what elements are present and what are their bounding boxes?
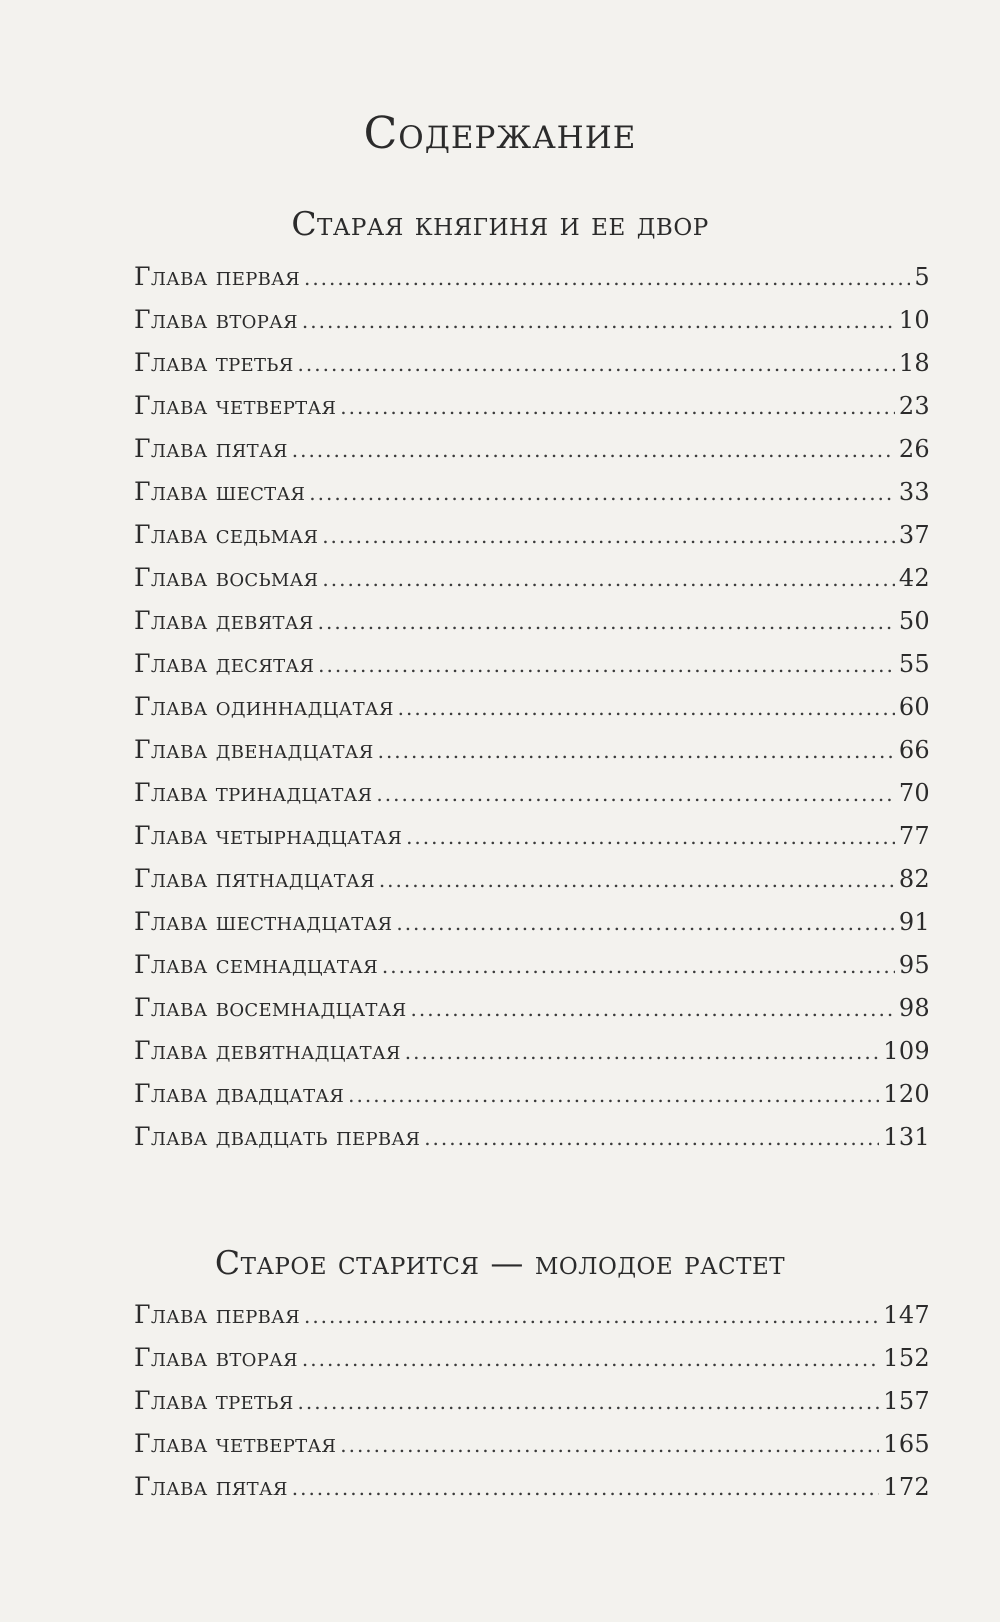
toc-entry — [134, 950, 930, 993]
page-number: 5 — [914, 263, 930, 291]
page-number: 37 — [898, 521, 930, 549]
dot-leader — [424, 1126, 879, 1150]
chapter-title: Глава четвертая — [134, 1429, 337, 1458]
dot-leader — [379, 868, 895, 892]
page-number: 60 — [898, 693, 930, 721]
chapter-title: Глава третья — [134, 348, 294, 377]
chapter-title: Глава четырнадцатая — [134, 821, 403, 850]
chapter-title: Глава пятая — [134, 1472, 288, 1501]
toc-entry — [134, 1343, 930, 1386]
toc-entry — [134, 477, 930, 520]
chapter-title: Глава вторая — [134, 1343, 298, 1372]
page-number: 95 — [898, 951, 930, 979]
toc-entry — [134, 348, 930, 391]
page-number: 23 — [898, 392, 930, 420]
toc-entry — [134, 1386, 930, 1429]
dot-leader — [304, 1304, 879, 1328]
dot-leader — [405, 1040, 880, 1064]
dot-leader — [309, 481, 895, 505]
dot-leader — [304, 266, 910, 290]
page-number: 172 — [883, 1473, 930, 1501]
dot-leader — [340, 1433, 879, 1457]
chapter-title: Глава третья — [134, 1386, 294, 1415]
chapter-title: Глава шестая — [134, 477, 306, 506]
toc-entry — [134, 993, 930, 1036]
toc-entry — [134, 649, 930, 692]
dot-leader — [376, 782, 894, 806]
chapter-title: Глава девятая — [134, 606, 314, 635]
chapter-title: Глава девятнадцатая — [134, 1036, 401, 1065]
dot-leader — [292, 438, 895, 462]
toc-entry — [134, 391, 930, 434]
dot-leader — [298, 1390, 880, 1414]
page-number: 109 — [883, 1037, 930, 1065]
toc-entry — [134, 563, 930, 606]
toc-entry — [134, 1472, 930, 1515]
toc-entry — [134, 778, 930, 821]
chapter-title: Глава семнадцатая — [134, 950, 378, 979]
dot-leader — [302, 1347, 879, 1371]
page-number: 98 — [898, 994, 930, 1022]
page-number: 26 — [898, 435, 930, 463]
chapter-title: Глава двенадцатая — [134, 735, 374, 764]
page-number: 50 — [898, 607, 930, 635]
chapter-title: Глава вторая — [134, 305, 298, 334]
toc-list — [134, 262, 930, 1165]
chapter-title: Глава пятая — [134, 434, 288, 463]
dot-leader — [348, 1083, 879, 1107]
page-number: 120 — [883, 1080, 930, 1108]
page-number: 77 — [898, 822, 930, 850]
toc-entry — [134, 262, 930, 305]
chapter-title: Глава четвертая — [134, 391, 337, 420]
chapter-title: Глава восьмая — [134, 563, 319, 592]
dot-leader — [298, 352, 895, 376]
toc-entry — [134, 305, 930, 348]
dot-leader — [378, 739, 895, 763]
chapter-title: Глава одиннадцатая — [134, 692, 394, 721]
dot-leader — [292, 1476, 880, 1500]
page-number: 10 — [898, 306, 930, 334]
page-number: 18 — [898, 349, 930, 377]
dot-leader — [406, 825, 895, 849]
dot-leader — [398, 696, 895, 720]
dot-leader — [382, 954, 895, 978]
toc-entry — [134, 735, 930, 778]
page-number: 42 — [898, 564, 930, 592]
page-number: 70 — [898, 779, 930, 807]
toc-entry — [134, 434, 930, 477]
toc-entry — [134, 606, 930, 649]
page-number: 147 — [883, 1301, 930, 1329]
page-number: 33 — [898, 478, 930, 506]
dot-leader — [318, 653, 895, 677]
dot-leader — [302, 309, 895, 333]
toc-entry — [134, 864, 930, 907]
chapter-title: Глава двадцатая — [134, 1079, 345, 1108]
chapter-title: Глава десятая — [134, 649, 315, 678]
toc-entry — [134, 692, 930, 735]
toc-entry — [134, 1036, 930, 1079]
chapter-title: Глава первая — [134, 262, 300, 291]
page-number: 157 — [883, 1387, 930, 1415]
dot-leader — [322, 567, 894, 591]
section-heading: Старая княгиня и ее двор — [291, 204, 709, 243]
section-heading: Старое старится — молодое растет — [214, 1243, 786, 1282]
toc-entry — [134, 907, 930, 950]
page-number: 55 — [898, 650, 930, 678]
dot-leader — [340, 395, 895, 419]
page-number: 165 — [883, 1430, 930, 1458]
page-number: 66 — [898, 736, 930, 764]
page-number: 82 — [898, 865, 930, 893]
chapter-title: Глава седьмая — [134, 520, 319, 549]
toc-entry — [134, 1079, 930, 1122]
dot-leader — [411, 997, 895, 1021]
toc-entry — [134, 520, 930, 563]
chapter-title: Глава тринадцатая — [134, 778, 373, 807]
page-number: 131 — [883, 1123, 930, 1151]
toc-entry — [134, 821, 930, 864]
chapter-title: Глава пятнадцатая — [134, 864, 375, 893]
page-number: 91 — [898, 908, 930, 936]
page-number: 152 — [883, 1344, 930, 1372]
toc-entry — [134, 1429, 930, 1472]
page-title: Содержание — [363, 108, 637, 159]
toc-entry — [134, 1300, 930, 1343]
dot-leader — [396, 911, 895, 935]
dot-leader — [322, 524, 895, 548]
chapter-title: Глава первая — [134, 1300, 300, 1329]
toc-entry — [134, 1122, 930, 1165]
toc-list — [134, 1300, 930, 1515]
chapter-title: Глава двадцать первая — [134, 1122, 421, 1151]
dot-leader — [318, 610, 895, 634]
chapter-title: Глава восемнадцатая — [134, 993, 407, 1022]
chapter-title: Глава шестнадцатая — [134, 907, 393, 936]
